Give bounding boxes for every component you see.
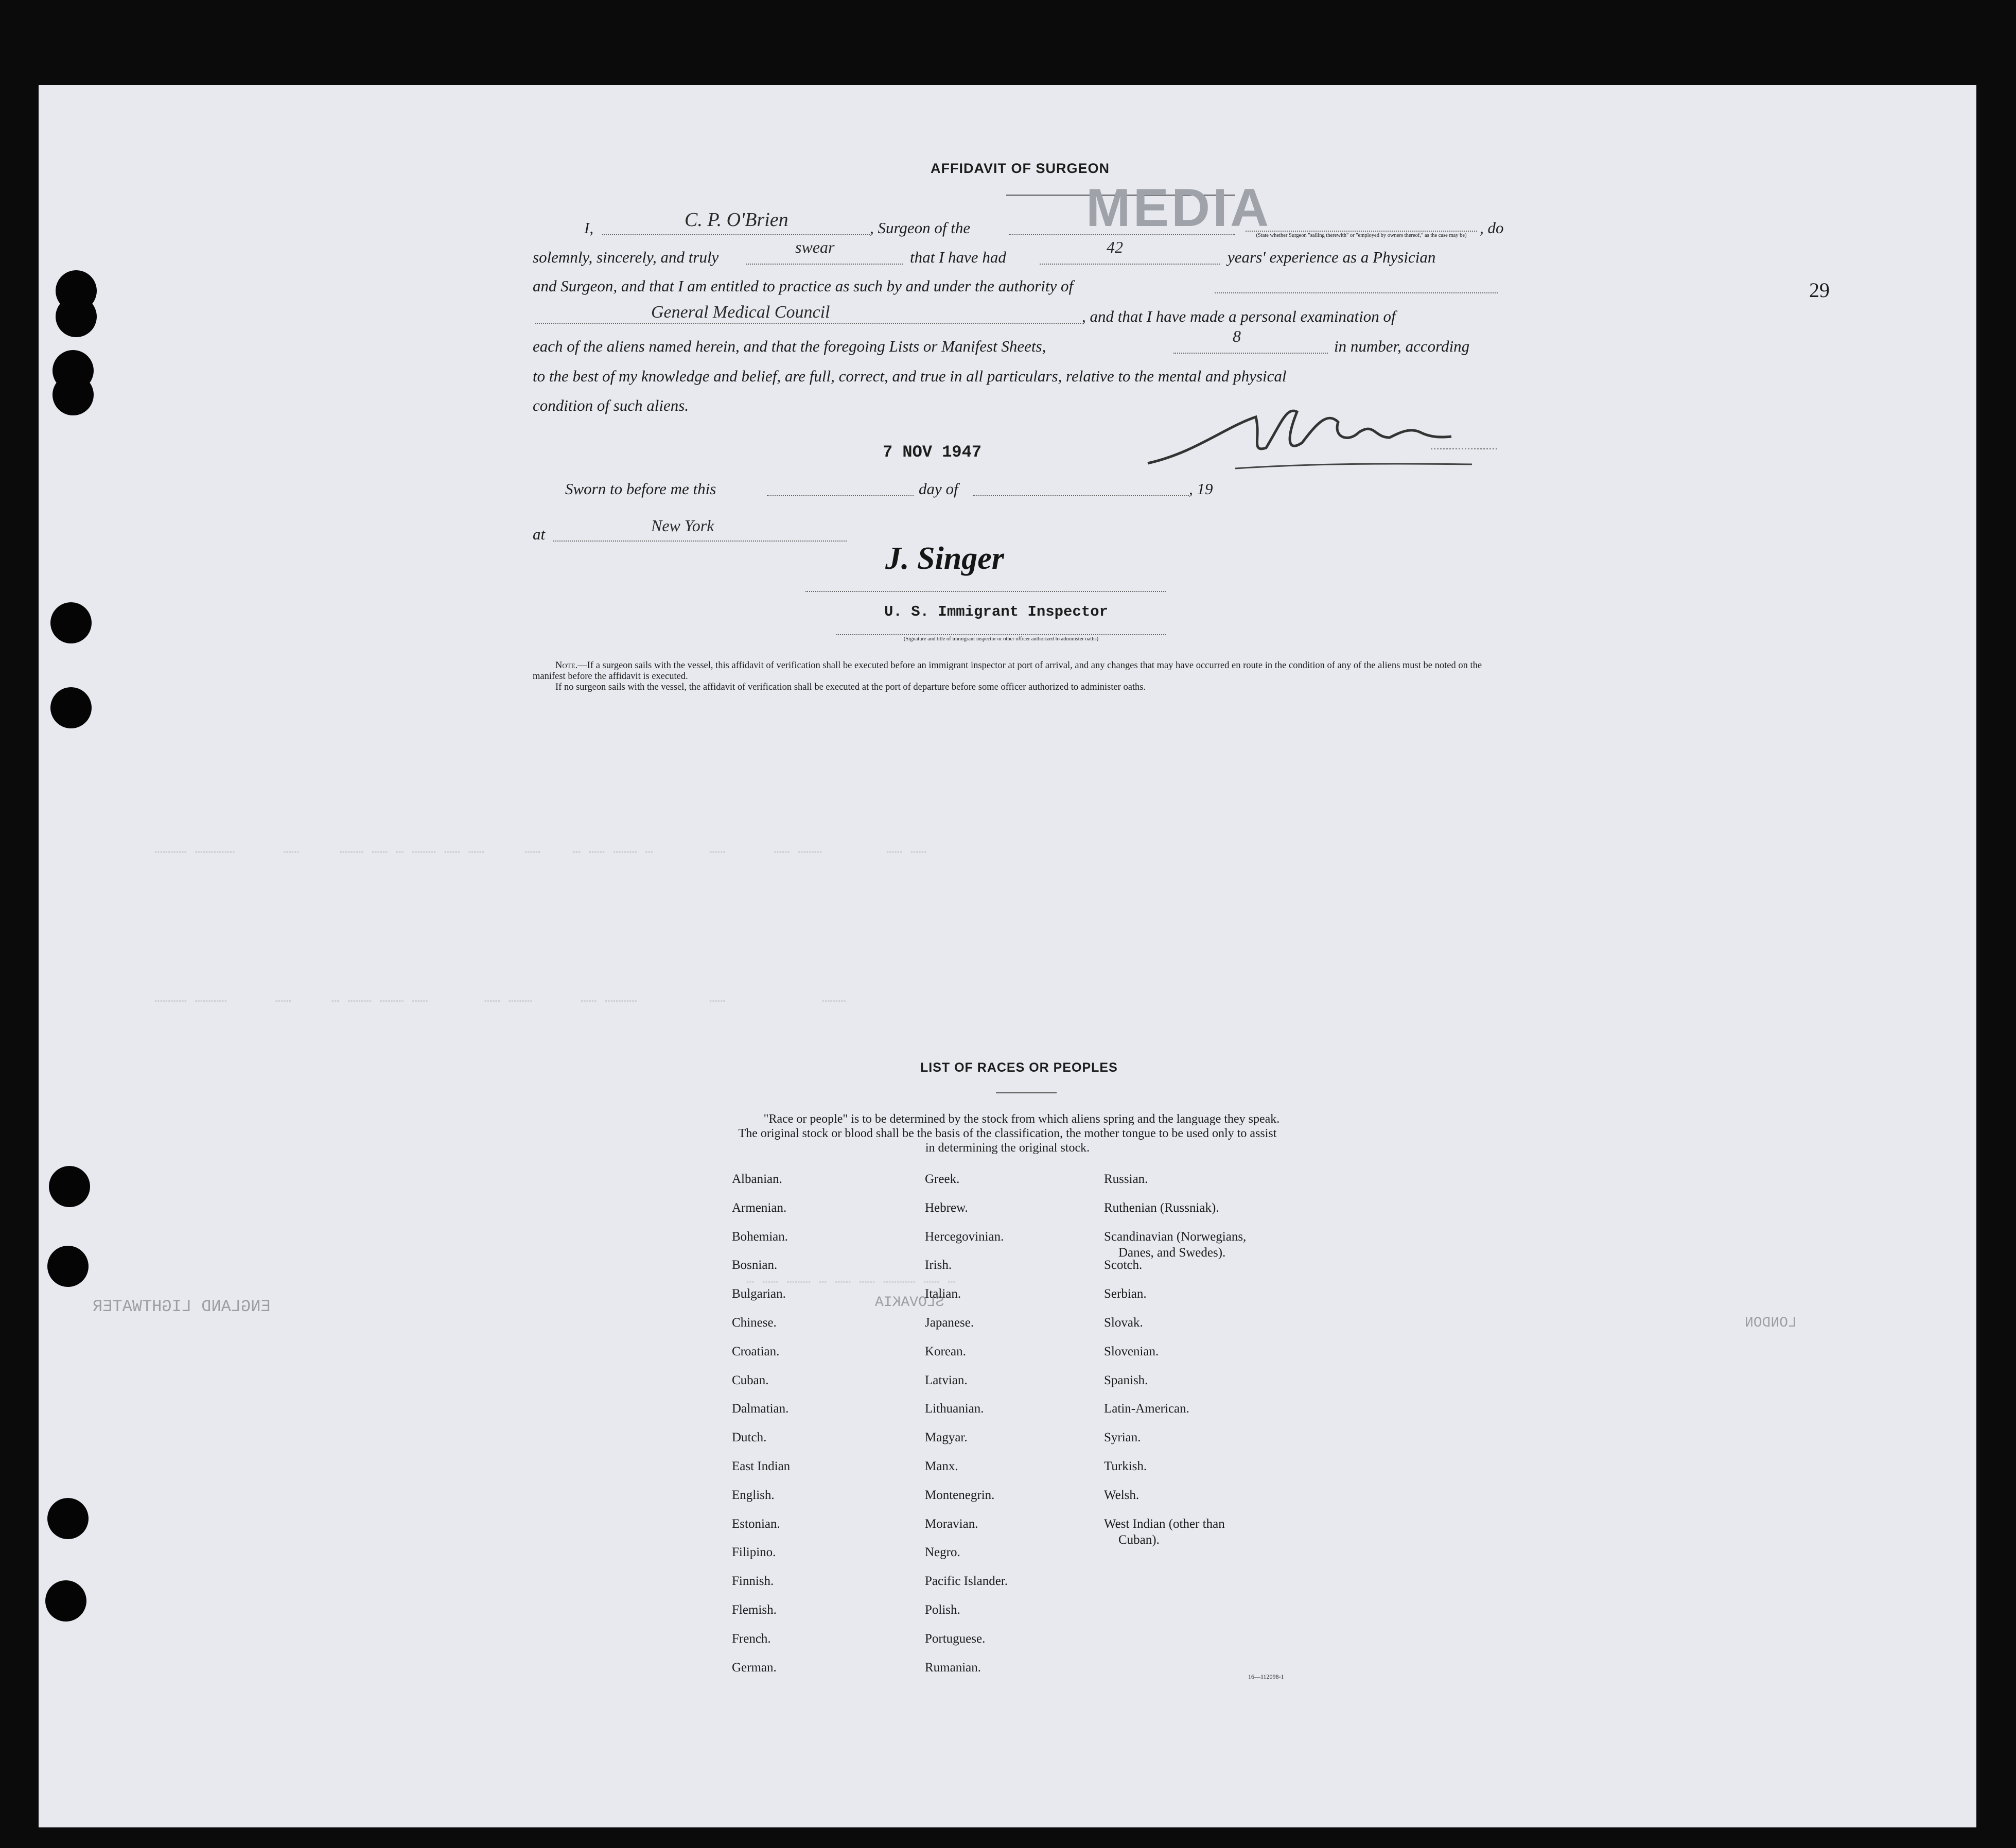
race-item: Chinese. — [732, 1316, 777, 1330]
race-item: Estonian. — [732, 1516, 780, 1531]
note-label: Note. — [555, 660, 578, 671]
race-item: Bosnian. — [732, 1258, 778, 1272]
race-item: Montenegrin. — [925, 1488, 995, 1502]
race-item: Portuguese. — [925, 1631, 986, 1646]
fill-line — [1215, 292, 1498, 293]
race-item: Dutch. — [732, 1431, 767, 1445]
sworn-prefix: Sworn to before me this — [565, 480, 716, 498]
affidavit-line5-prefix: each of the aliens named herein, and that the foregoing Lists or Manifest Sheets, — [533, 337, 1046, 355]
affidavit-line4-suffix: , and that I have made a personal examination of — [1082, 307, 1396, 325]
authority-body: General Medical Council — [651, 303, 830, 322]
race-item: Russian. — [1104, 1172, 1148, 1186]
race-item: West Indian (other than — [1104, 1516, 1225, 1531]
race-item: Italian. — [925, 1287, 961, 1301]
race-item: Negro. — [925, 1545, 960, 1560]
fill-line — [805, 591, 1166, 592]
race-item: Danes, and Swedes). — [1118, 1245, 1226, 1260]
binder-hole — [52, 374, 94, 415]
affidavit-line2-prefix: solemnly, sincerely, and truly — [533, 248, 719, 266]
race-item: Moravian. — [925, 1516, 978, 1531]
fill-line — [535, 323, 1081, 324]
race-item: Rumanian. — [925, 1660, 981, 1675]
race-item: Hercegovinian. — [925, 1229, 1004, 1244]
fill-line — [1040, 264, 1220, 265]
at-label: at — [533, 525, 546, 543]
inspector-signature: J. Singer — [885, 541, 1004, 576]
race-item: Irish. — [925, 1258, 952, 1272]
races-title-rule — [996, 1092, 1057, 1093]
manifest-sheets: 8 — [1233, 327, 1241, 345]
race-item: Welsh. — [1104, 1488, 1140, 1502]
surgeon-signature — [1132, 391, 1503, 479]
race-item: Filipino. — [732, 1545, 776, 1560]
race-item: Ruthenian (Russniak). — [1104, 1200, 1219, 1215]
fill-line — [1173, 353, 1328, 354]
race-item: Slovenian. — [1104, 1344, 1159, 1358]
bleed-through-text: ⋯⋯⋯⋯ ⋯⋯⋯⋯⋯ ⋯⋯ ⋯⋯⋯ ⋯⋯ ⋯ ⋯⋯⋯ ⋯⋯ ⋯⋯ ⋯⋯ ⋯ ⋯⋯ ⋯⋯⋯ ⋯ ⋯⋯ ⋯⋯ ⋯⋯⋯ ⋯⋯ ⋯⋯ — [154, 845, 927, 860]
binder-hole — [47, 1498, 89, 1539]
binder-hole — [50, 687, 92, 728]
race-item: Bohemian. — [732, 1229, 788, 1244]
affidavit-line2-mid: that I have had — [910, 248, 1006, 266]
race-item: Scandinavian (Norwegians, — [1104, 1229, 1247, 1244]
fill-line — [973, 495, 1189, 496]
affidavit-line6: to the best of my knowledge and belief, are full, correct, and true in all particulars, relative to the mental and physical — [533, 367, 1287, 385]
race-item: Magyar. — [925, 1431, 968, 1445]
inspector-caption: (Signature and title of immigrant inspector or other officer authorized to administer oaths) — [903, 636, 1099, 642]
race-item: Turkish. — [1104, 1459, 1147, 1473]
date-stamp: 7 NOV 1947 — [883, 443, 982, 462]
bleed-through-text: SLOVAKIA — [875, 1295, 944, 1311]
sworn-mid: day of — [919, 480, 958, 498]
race-item: Spanish. — [1104, 1373, 1148, 1387]
oath-word: swear — [795, 238, 835, 256]
binder-hole — [45, 1580, 86, 1622]
race-item: Scotch. — [1104, 1258, 1143, 1272]
race-item: Latvian. — [925, 1373, 968, 1387]
bleed-through-text: LONDON — [1745, 1315, 1797, 1331]
form-number: 16—112098-1 — [1248, 1673, 1284, 1680]
fill-line — [767, 495, 914, 496]
race-item: French. — [732, 1631, 771, 1646]
sworn-suffix: , 19 — [1189, 480, 1213, 498]
race-item: Japanese. — [925, 1316, 974, 1330]
surgeon-name: C. P. O'Brien — [685, 209, 788, 231]
race-item: Greek. — [925, 1172, 960, 1186]
bleed-through-text: ⋯ ⋯⋯ ⋯⋯⋯ ⋯ ⋯⋯ ⋯⋯ ⋯⋯⋯⋯ ⋯⋯ ⋯ — [746, 1275, 956, 1290]
fill-line — [836, 634, 1166, 635]
affidavit-line7: condition of such aliens. — [533, 396, 689, 414]
bleed-through-text: ENGLAND LIGHTWATER — [93, 1297, 271, 1316]
fill-line — [1246, 231, 1477, 232]
binder-hole — [56, 296, 97, 337]
affidavit-note — [533, 660, 1500, 693]
affidavit-line1-suffix: , do — [1480, 219, 1504, 237]
race-item: English. — [732, 1488, 775, 1502]
ship-note: (State whether Surgeon "sailing therewith" or "employed by owners thereof," as the case may be) — [1256, 233, 1467, 238]
race-item: German. — [732, 1660, 777, 1675]
race-item: Serbian. — [1104, 1287, 1147, 1301]
race-item: Korean. — [925, 1344, 966, 1358]
binder-hole — [49, 1166, 90, 1207]
race-item: Cuban). — [1118, 1532, 1160, 1547]
race-item: Albanian. — [732, 1172, 782, 1186]
race-item: Syrian. — [1104, 1431, 1141, 1445]
race-item: East Indian — [732, 1459, 791, 1473]
affidavit-line1-mid: , Surgeon of the — [870, 219, 971, 237]
race-item: Slovak. — [1104, 1316, 1143, 1330]
race-item: Cuban. — [732, 1373, 769, 1387]
page-number: 29 — [1809, 278, 1830, 302]
races-intro: "Race or people" is to be determined by the stock from which aliens spring and the language they speak. The original stock or blood shall be the basis of the classification, the mother tongue to be used only to assist in determining the original stock. — [738, 1112, 1280, 1155]
race-item: Croatian. — [732, 1344, 780, 1358]
races-title: LIST OF RACES OR PEOPLES — [920, 1060, 1118, 1075]
race-item: Dalmatian. — [732, 1402, 789, 1416]
race-item: Pacific Islander. — [925, 1574, 1008, 1589]
binder-hole — [47, 1246, 89, 1287]
race-item: Finnish. — [732, 1574, 774, 1589]
media-stamp: MEDIA — [1086, 178, 1272, 238]
race-item: Polish. — [925, 1603, 960, 1617]
affidavit-line1-prefix: I, — [584, 219, 594, 237]
oath-place: New York — [651, 516, 714, 535]
race-item: Bulgarian. — [732, 1287, 786, 1301]
affidavit-line5-suffix: in number, according — [1334, 337, 1470, 355]
affidavit-title: AFFIDAVIT OF SURGEON — [931, 161, 1110, 176]
race-item: Manx. — [925, 1459, 958, 1473]
race-item: Lithuanian. — [925, 1402, 984, 1416]
race-item: Flemish. — [732, 1603, 777, 1617]
fill-line — [553, 541, 847, 542]
race-item: Latin-American. — [1104, 1402, 1189, 1416]
fill-line — [746, 264, 903, 265]
fill-line — [602, 234, 870, 235]
years-experience: 42 — [1107, 238, 1123, 256]
inspector-title: U. S. Immigrant Inspector — [884, 603, 1109, 620]
affidavit-line3: and Surgeon, and that I am entitled to practice as such by and under the authority of — [533, 277, 1074, 295]
affidavit-line2-suffix: years' experience as a Physician — [1228, 248, 1436, 266]
race-item: Armenian. — [732, 1200, 787, 1215]
race-item: Hebrew. — [925, 1200, 968, 1215]
fill-line — [1009, 234, 1235, 235]
note-text-1: —If a surgeon sails with the vessel, this affidavit of verification shall be executed before an immigrant inspector at port of arrival, and any changes that may have occurred en route in the condition of any of the aliens must be noted on the manifest before the affidavit is executed. — [533, 660, 1482, 682]
bleed-through-text: ⋯⋯⋯⋯ ⋯⋯⋯⋯ ⋯⋯ ⋯ ⋯⋯⋯ ⋯⋯⋯ ⋯⋯ ⋯⋯ ⋯⋯⋯ ⋯⋯ ⋯⋯⋯⋯ ⋯⋯ ⋯⋯⋯ — [154, 994, 846, 1009]
note-text-2: If no surgeon sails with the vessel, the affidavit of verification shall be executed at the port of departure before some officer authorized to administer oaths. — [555, 682, 1146, 692]
binder-hole — [50, 602, 92, 643]
